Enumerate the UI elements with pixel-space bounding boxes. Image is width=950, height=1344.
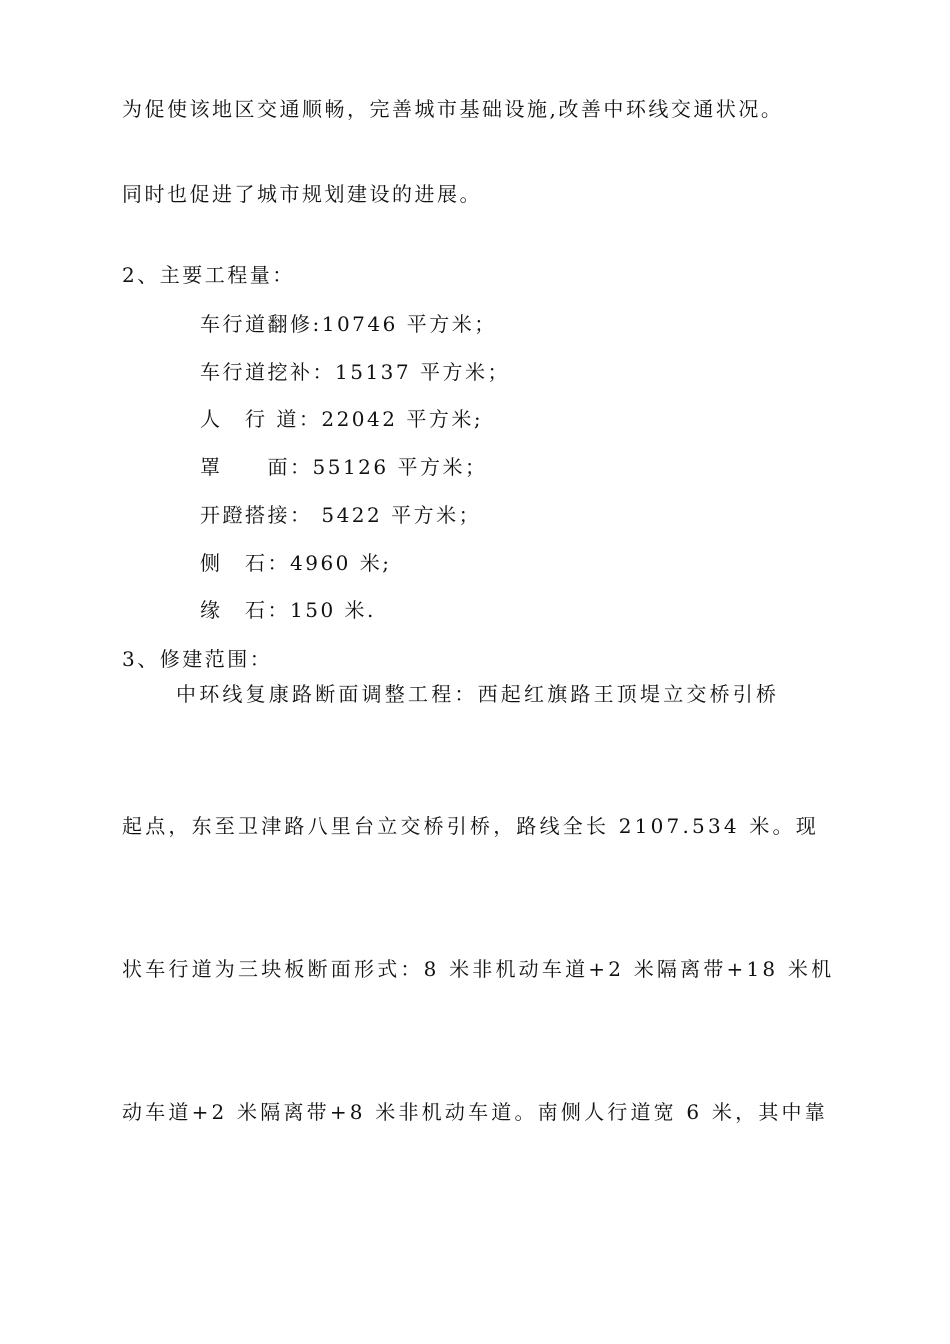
quantity-item: 缘 石：150 米. — [200, 598, 376, 622]
quantity-item: 罩 面：55126 平方米； — [200, 455, 488, 479]
scope-line: 状车行道为三块板断面形式：8 米非机动车道+2 米隔离带+18 米机 — [122, 957, 835, 981]
scope-line: 动车道+2 米隔离带+8 米非机动车道。南侧人行道宽 6 米，其中靠 — [122, 1100, 828, 1124]
intro-line-1: 为促使该地区交通顺畅，完善城市基础设施,改善中环线交通状况。 — [122, 97, 784, 121]
quantity-item: 车行道挖补：15137 平方米； — [200, 360, 510, 384]
section-3-heading: 3、修建范围： — [122, 647, 273, 671]
quantity-item: 开蹬搭接： 5422 平方米； — [200, 503, 482, 527]
quantity-item: 侧 石：4960 米; — [200, 551, 392, 575]
section-2-heading: 2、主要工程量： — [122, 263, 295, 287]
scope-line: 起点，东至卫津路八里台立交桥引桥，路线全长 2107.534 米。现 — [122, 814, 819, 838]
quantity-item: 车行道翻修:10746 平方米； — [200, 312, 497, 336]
intro-line-2: 同时也促进了城市规划建设的进展。 — [122, 182, 482, 206]
quantity-item: 人 行 道：22042 平方米; — [200, 407, 484, 431]
scope-line: 中环线复康路断面调整工程：西起红旗路王顶堤立交桥引桥 — [176, 682, 780, 706]
